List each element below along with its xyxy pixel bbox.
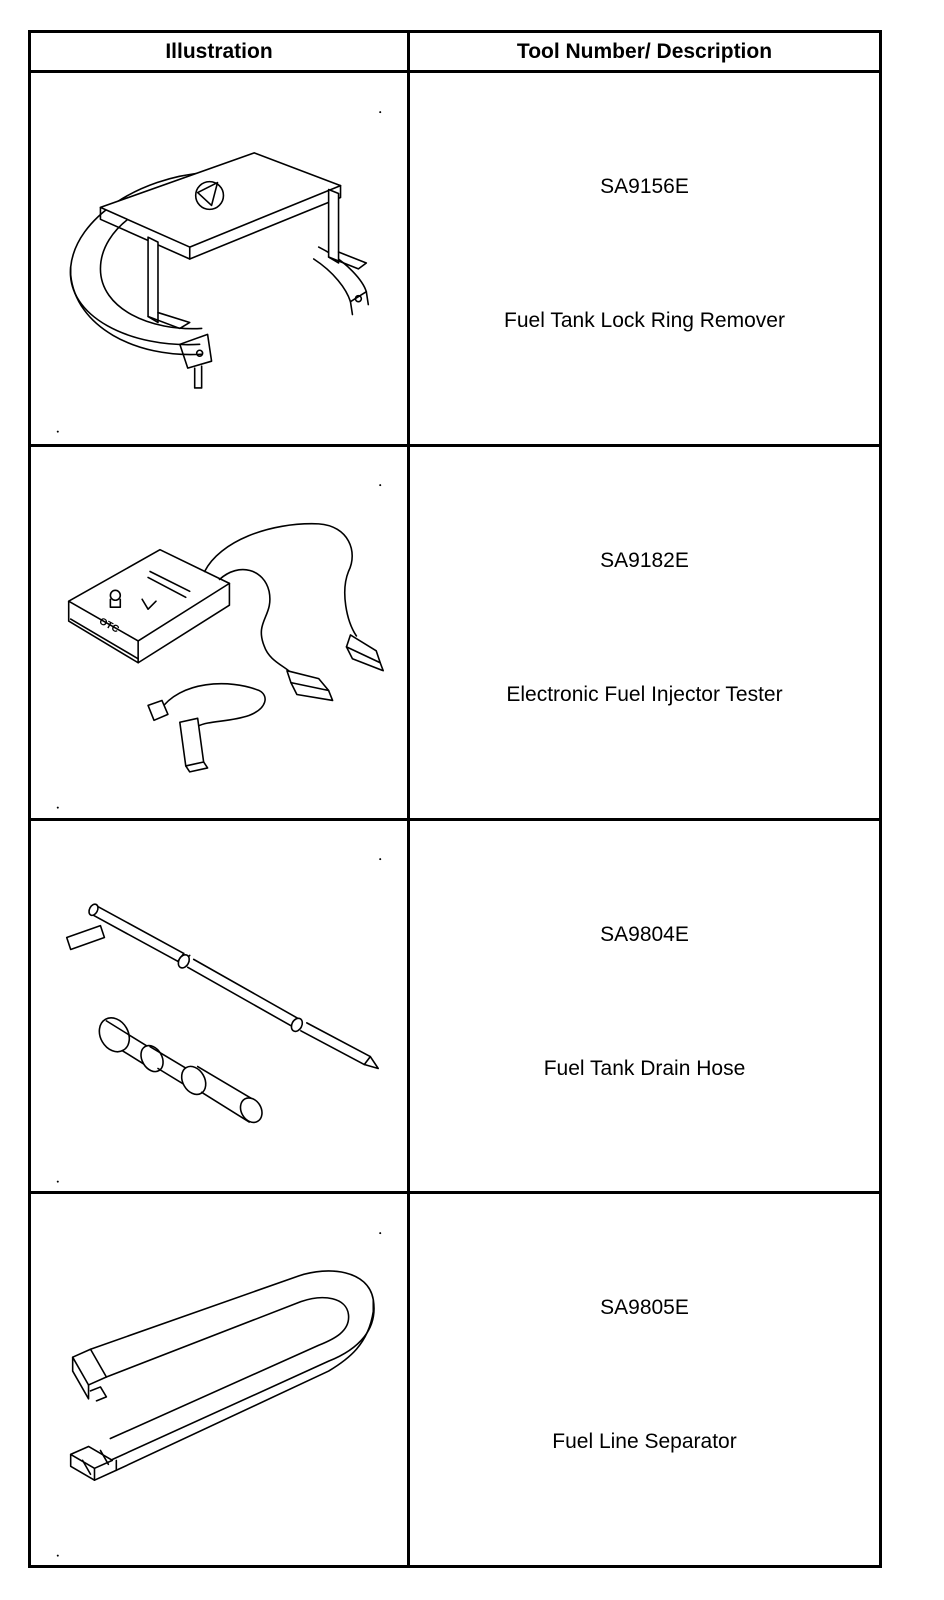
description-cell	[409, 819, 881, 1193]
illustration-cell	[30, 72, 409, 446]
tool-number: SA9182E	[600, 548, 689, 572]
tool-description: Electronic Fuel Injector Tester	[506, 682, 783, 706]
tool-number: SA9805E	[600, 1296, 689, 1320]
illustration-cell	[30, 819, 409, 1193]
description-cell	[409, 72, 881, 446]
tool-number: SA9156E	[600, 175, 689, 198]
table-row	[30, 445, 881, 819]
illustration-cell	[30, 1193, 409, 1567]
tool-table	[28, 30, 882, 1568]
injector-tester-icon	[31, 451, 407, 813]
illustration-cell	[30, 445, 409, 819]
tool-description: Fuel Line Separator	[552, 1430, 737, 1454]
table-row	[30, 1193, 881, 1567]
svg-text:OTC: OTC	[97, 616, 121, 636]
illustration-header: Illustration	[30, 32, 409, 72]
description-cell	[409, 445, 881, 819]
tool-description: Fuel Tank Lock Ring Remover	[504, 309, 785, 332]
table-row	[30, 819, 881, 1193]
table-header-row	[30, 32, 881, 72]
line-separator-icon	[31, 1199, 407, 1561]
tool-number: SA9804E	[600, 922, 689, 946]
tool-description: Fuel Tank Drain Hose	[543, 1056, 746, 1080]
tool-header: Tool Number/ Description	[409, 32, 881, 72]
drain-hose-icon	[31, 825, 407, 1187]
lock-ring-remover-icon	[31, 77, 407, 439]
description-cell	[409, 1193, 881, 1567]
table-row	[30, 72, 881, 446]
